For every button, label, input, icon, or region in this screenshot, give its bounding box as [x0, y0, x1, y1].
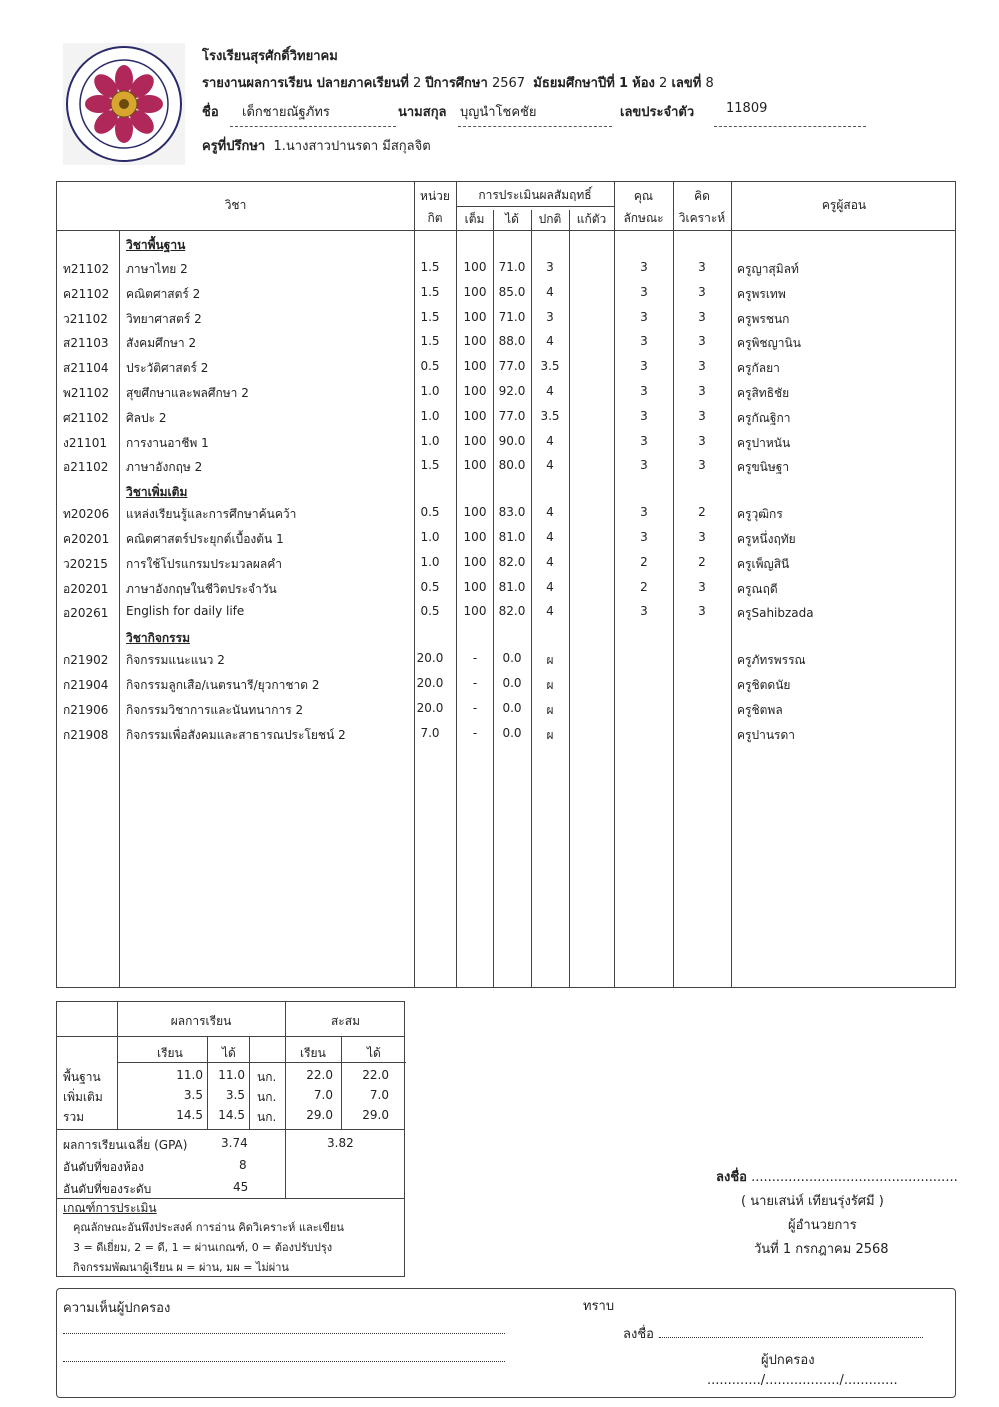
number-label: เลขที่	[671, 76, 702, 91]
summary-cum-study: 22.0	[306, 1068, 333, 1082]
student-id-field	[714, 101, 866, 127]
earned-score: 90.0	[498, 433, 526, 448]
header-remedial: แก้ตัว	[576, 212, 607, 226]
table-row	[57, 330, 957, 354]
year-label: ปีการศึกษา	[425, 76, 488, 91]
subject-name: การงานอาชีพ 1	[126, 435, 209, 450]
cumulative-header: สะสม	[330, 1014, 360, 1028]
full-score: 100	[463, 604, 487, 619]
teacher-name: ครูกัลยา	[737, 361, 780, 376]
parent-sign-label: ลงชื่อ	[623, 1327, 654, 1342]
section-title	[57, 232, 957, 256]
thinking-score: 3	[698, 433, 706, 448]
director-name: ( นายเสน่ห์ เทียนรุ่งรัศมี )	[741, 1194, 884, 1209]
gpa-label: ผลการเรียนเฉลี่ย (GPA)	[63, 1138, 188, 1152]
subject-code: ว21102	[63, 311, 108, 326]
header-thinking	[673, 189, 731, 225]
advisor-value: 1.นางสาวปานรดา มีสกุลจิต	[273, 139, 431, 154]
subject-code: พ21102	[63, 386, 110, 400]
subject-name: ภาษาอังกฤษ 2	[126, 460, 203, 475]
teacher-name: ครูSahibzada	[737, 606, 814, 621]
thinking-score: 2	[698, 505, 706, 520]
teacher-name: ครูกัณฐิกา	[737, 410, 791, 425]
advisor-label: ครูที่ปรึกษา	[202, 139, 266, 154]
acknowledged-label: ทราบ	[583, 1299, 615, 1314]
header-character-line1: คุณ	[633, 189, 654, 203]
full-score: -	[472, 725, 478, 740]
subject-name: กิจกรรมแนะแนว 2	[126, 653, 225, 668]
summary-study: 3.5	[183, 1088, 203, 1102]
full-score: 100	[463, 359, 487, 374]
summary-study: 14.5	[176, 1108, 203, 1122]
earned-header: ได้	[222, 1046, 236, 1060]
summary-cum-earned: 22.0	[362, 1068, 389, 1082]
student-id-label: เลขประจำตัว	[620, 105, 695, 120]
thinking-score: 3	[698, 458, 706, 473]
credit-value: 0.5	[420, 579, 440, 594]
summary-row-label: รวม	[63, 1110, 85, 1124]
grade-value: 4	[546, 284, 554, 299]
credit-value: 1.5	[420, 284, 440, 299]
earned-score: 77.0	[498, 359, 526, 374]
cum-study-header: เรียน	[300, 1046, 326, 1060]
full-score: 100	[463, 458, 487, 473]
table-row	[57, 600, 957, 624]
year-value: 2567	[491, 76, 526, 91]
grade-value: 4	[546, 530, 554, 544]
earned-score: 88.0	[498, 334, 526, 349]
table-row	[57, 306, 957, 330]
advisor-row	[202, 135, 431, 156]
grade-value: 1	[618, 76, 628, 91]
subject-code: อ20201	[63, 581, 109, 596]
earned-score: 71.0	[498, 309, 526, 324]
teacher-name: ครูชิตพล	[737, 702, 783, 717]
subject-name: ประวัติศาสตร์ 2	[126, 361, 209, 376]
summary-unit: นก.	[257, 1070, 277, 1084]
subject-code: ท20206	[63, 507, 110, 522]
character-score: 3	[640, 334, 648, 349]
subject-code: ว20215	[63, 556, 108, 571]
subject-name: ภาษาไทย 2	[126, 262, 188, 276]
character-score: 2	[640, 554, 648, 569]
subject-code: ศ21102	[63, 410, 109, 425]
thinking-score: 3	[698, 384, 706, 398]
earned-score: 82.0	[498, 554, 526, 569]
semester-value: 2	[412, 76, 422, 91]
credit-value: 1.0	[420, 384, 440, 398]
subject-code: ง21101	[63, 435, 108, 450]
header-thinking-line2: วิเคราะห์	[678, 211, 726, 225]
subject-name: สังคมศึกษา 2	[126, 336, 197, 351]
grade-value: 4	[546, 579, 554, 594]
header-thinking-line1: คิด	[694, 189, 710, 203]
subject-code: ค20201	[63, 532, 110, 546]
subject-name: คณิตศาสตร์ 2	[126, 286, 201, 301]
parent-date-blank: ............./................../.............	[707, 1373, 898, 1388]
character-score: 3	[640, 359, 648, 374]
student-id-value: 11809	[726, 101, 768, 116]
parent-comment-box	[56, 1288, 956, 1398]
grade-value: ผ	[546, 702, 554, 717]
grade-label: มัธยมศึกษาปีที่	[533, 76, 615, 91]
character-score: 3	[640, 433, 648, 448]
full-score: 100	[463, 408, 487, 423]
grades-table	[56, 181, 956, 988]
character-score: 3	[640, 384, 648, 398]
name-value: เด็กชายณัฐภัทร	[242, 105, 330, 120]
full-score: -	[472, 676, 478, 690]
table-row	[57, 722, 957, 746]
full-score: 100	[463, 530, 487, 544]
table-row	[57, 380, 957, 404]
character-score: 3	[640, 284, 648, 299]
grade-value: 4	[546, 505, 554, 520]
report-title	[202, 72, 714, 93]
criteria-line-1: คุณลักษณะอันพึงประสงค์ การอ่าน คิดวิเคราะห์ และเขียน	[73, 1221, 344, 1234]
summary-cum-earned: 7.0	[369, 1088, 389, 1102]
grade-value: 3.5	[540, 408, 560, 423]
director-sign-row	[716, 1166, 958, 1187]
credit-value: 1.0	[420, 554, 440, 569]
credit-value: 20.0	[416, 700, 444, 715]
criteria-line-3: กิจกรรมพัฒนาผู้เรียน ผ = ผ่าน, มผ = ไม่ผ่าน	[73, 1261, 289, 1274]
full-score: 100	[463, 554, 487, 569]
earned-score: 83.0	[498, 505, 526, 520]
subject-code: อ21102	[63, 460, 109, 475]
criteria-title: เกณฑ์การประเมิน	[63, 1201, 157, 1215]
teacher-name: ครูหนึ่งฤทัย	[737, 532, 796, 546]
subject-code: ก21902	[63, 653, 109, 668]
credit-value: 7.0	[420, 725, 440, 740]
signature-date	[754, 1238, 889, 1259]
credit-value: 20.0	[416, 676, 444, 690]
section-title	[57, 625, 957, 649]
full-score: 100	[463, 309, 487, 324]
header-got: ได้	[505, 212, 519, 226]
grade-value: 3.5	[540, 359, 560, 374]
header-credit	[414, 189, 456, 225]
earned-score: 80.0	[498, 458, 526, 473]
subject-code: ก21908	[63, 727, 109, 742]
earned-score: 71.0	[498, 260, 526, 274]
summary-earned: 3.5	[225, 1088, 245, 1102]
header-credit-line1: หน่วย	[420, 189, 450, 203]
room-value: 2	[659, 76, 668, 91]
teacher-name: ครูณฤดี	[737, 581, 778, 596]
credit-value: 0.5	[420, 359, 440, 374]
character-score: 2	[640, 579, 648, 594]
credit-value: 1.5	[420, 458, 440, 473]
summary-cum-study: 7.0	[313, 1088, 333, 1102]
character-score: 3	[640, 309, 648, 324]
section-title	[57, 479, 957, 503]
credit-value: 1.5	[420, 260, 440, 274]
table-row	[57, 501, 957, 525]
cum-earned-header: ได้	[367, 1046, 381, 1060]
summary-box	[56, 1001, 405, 1277]
header-assessment: การประเมินผลสัมฤทธิ์	[478, 188, 592, 202]
teacher-name: ครูวุฒิกร	[737, 507, 783, 522]
subject-name: วิทยาศาสตร์ 2	[126, 311, 202, 326]
teacher-name: ครูญาสุมิลท์	[737, 262, 799, 276]
full-score: 100	[463, 384, 487, 398]
header-subject: วิชา	[224, 198, 247, 212]
thinking-score: 3	[698, 260, 706, 274]
character-score: 3	[640, 260, 648, 274]
teacher-name: ครูปานรดา	[737, 727, 796, 742]
character-score: 3	[640, 604, 648, 619]
summary-unit: นก.	[257, 1110, 277, 1124]
table-row	[57, 430, 957, 454]
level-rank-label: อันดับที่ของระดับ	[63, 1182, 152, 1196]
summary-unit: นก.	[257, 1090, 277, 1104]
earned-score: 85.0	[498, 284, 526, 299]
summary-earned: 14.5	[218, 1108, 245, 1122]
table-row	[57, 551, 957, 575]
subject-name: กิจกรรมเพื่อสังคมและสาธารณประโยชน์ 2	[126, 727, 346, 742]
summary-row-label: เพิ่มเติม	[63, 1090, 103, 1104]
parent-comment-label: ความเห็นผู้ปกครอง	[63, 1301, 171, 1316]
credit-value: 1.5	[420, 309, 440, 324]
subject-code: ท21102	[63, 262, 110, 276]
header-credit-line2: กิต	[427, 211, 443, 225]
thinking-score: 3	[698, 284, 706, 299]
summary-cum-study: 29.0	[306, 1108, 333, 1122]
earned-score: 0.0	[502, 725, 522, 740]
school-logo	[63, 43, 185, 165]
full-score: 100	[463, 433, 487, 448]
class-rank-label: อันดับที่ของห้อง	[63, 1160, 144, 1174]
subject-name: คณิตศาสตร์ประยุกต์เบื้องต้น 1	[126, 532, 284, 546]
comment-line-1[interactable]	[63, 1333, 505, 1334]
teacher-name: ครูชิตดนัย	[737, 678, 791, 692]
subject-name: ศิลปะ 2	[126, 410, 167, 425]
table-row	[57, 405, 957, 429]
parent-sign-line[interactable]	[659, 1337, 923, 1338]
section-title-text: วิชาพื้นฐาน	[126, 238, 186, 252]
earned-score: 77.0	[498, 408, 526, 423]
table-row	[57, 526, 957, 550]
thinking-score: 3	[698, 359, 706, 374]
earned-score: 92.0	[498, 384, 526, 398]
teacher-name: ครูสิทธิชัย	[737, 386, 790, 400]
thinking-score: 2	[698, 554, 706, 569]
header-teacher: ครูผู้สอน	[821, 198, 867, 212]
subject-name: แหล่งเรียนรู้และการศึกษาค้นคว้า	[126, 507, 297, 522]
full-score: 100	[463, 505, 487, 520]
header-full: เต็ม	[464, 212, 485, 226]
header-character-line2: ลักษณะ	[623, 211, 664, 225]
thinking-score: 3	[698, 408, 706, 423]
full-score: 100	[463, 260, 487, 274]
school-name: โรงเรียนสุรศักดิ์วิทยาคม	[202, 49, 338, 64]
header-character	[614, 189, 673, 225]
thinking-score: 3	[698, 604, 706, 619]
parent-role: ผู้ปกครอง	[761, 1353, 815, 1368]
earned-score: 0.0	[502, 700, 522, 715]
grade-value: 4	[546, 384, 554, 398]
table-row	[57, 647, 957, 671]
summary-study: 11.0	[176, 1068, 203, 1082]
results-header: ผลการเรียน	[170, 1014, 232, 1028]
summary-earned: 11.0	[218, 1068, 245, 1082]
table-row	[57, 355, 957, 379]
study-header: เรียน	[157, 1046, 183, 1060]
report-title-label: รายงานผลการเรียน ปลายภาคเรียนที่	[202, 76, 409, 91]
criteria-line-2: 3 = ดีเยี่ยม, 2 = ดี, 1 = ผ่านเกณฑ์, 0 = ต้องปรับปรุง	[73, 1241, 333, 1254]
subject-code: ค21102	[63, 286, 110, 301]
director-position: ผู้อำนวยการ	[788, 1218, 857, 1233]
date-value: 1 กรกฎาคม 2568	[782, 1242, 889, 1257]
credit-value: 20.0	[416, 651, 444, 666]
grade-value: 3	[546, 309, 554, 324]
grade-value: 3	[546, 260, 554, 274]
character-score: 3	[640, 505, 648, 520]
subject-name: สุขศึกษาและพลศึกษา 2	[126, 386, 249, 400]
surname-field	[458, 101, 612, 127]
date-label: วันที่	[754, 1242, 779, 1257]
character-score: 3	[640, 458, 648, 473]
subject-code: อ20261	[63, 606, 109, 621]
teacher-name: ครูขนิษฐา	[737, 460, 790, 475]
header-normal: ปกติ	[538, 212, 562, 226]
thinking-score: 3	[698, 579, 706, 594]
credit-value: 1.0	[420, 433, 440, 448]
subject-name: กิจกรรมลูกเสือ/เนตรนารี/ยุวกาชาด 2	[126, 678, 320, 692]
earned-score: 82.0	[498, 604, 526, 619]
credit-value: 1.0	[420, 408, 440, 423]
teacher-name: ครูพรเทพ	[737, 286, 786, 301]
grade-value: ผ	[546, 727, 554, 742]
section-title-text: วิชากิจกรรม	[126, 631, 190, 646]
credit-value: 1.0	[420, 530, 440, 544]
subject-name: English for daily life	[126, 604, 245, 619]
thinking-score: 3	[698, 334, 706, 349]
grade-value: 4	[546, 604, 554, 619]
surname-label: นามสกุล	[398, 105, 447, 120]
table-row	[57, 256, 957, 280]
table-row	[57, 454, 957, 478]
grade-value: ผ	[546, 653, 554, 668]
earned-score: 0.0	[502, 651, 522, 666]
section-title-text: วิชาเพิ่มเติม	[126, 485, 188, 500]
thinking-score: 3	[698, 309, 706, 324]
earned-score: 81.0	[498, 530, 526, 544]
class-rank-value: 8	[239, 1158, 247, 1172]
surname-value: บุญนำโชคชัย	[460, 105, 537, 120]
credit-value: 1.5	[420, 334, 440, 349]
character-score: 3	[640, 530, 648, 544]
full-score: -	[472, 700, 478, 715]
thinking-score: 3	[698, 530, 706, 544]
grade-value: 4	[546, 458, 554, 473]
level-rank-value: 45	[233, 1180, 249, 1194]
grade-value: 4	[546, 554, 554, 569]
subject-name: การใช้โปรแกรมประมวลผลคำ	[126, 556, 282, 571]
teacher-name: ครูปาหนัน	[737, 435, 791, 450]
teacher-name: ครูพิชญานิน	[737, 336, 801, 351]
grade-value: ผ	[546, 678, 554, 692]
earned-score: 81.0	[498, 579, 526, 594]
table-row	[57, 281, 957, 305]
director-sign-label: ลงชื่อ	[716, 1170, 747, 1185]
summary-row-label: พื้นฐาน	[63, 1070, 101, 1084]
subject-name: ภาษาอังกฤษในชีวิตประจำวัน	[126, 581, 277, 596]
credit-value: 0.5	[420, 604, 440, 619]
table-row	[57, 697, 957, 721]
full-score: 100	[463, 334, 487, 349]
subject-code: ก21906	[63, 702, 109, 717]
name-field	[230, 101, 396, 127]
earned-score: 0.0	[502, 676, 522, 690]
grade-value: 4	[546, 433, 554, 448]
gpa-value: 3.74	[221, 1136, 248, 1150]
full-score: 100	[463, 579, 487, 594]
number-value: 8	[705, 76, 714, 91]
full-score: 100	[463, 284, 487, 299]
room-label: ห้อง	[632, 76, 655, 91]
subject-code: ส21104	[63, 361, 109, 376]
subject-code: ส21103	[63, 336, 109, 351]
full-score: -	[472, 651, 478, 666]
grade-value: 4	[546, 334, 554, 349]
teacher-name: ครูเพ็ญสินี	[737, 556, 790, 571]
cum-gpa-value: 3.82	[327, 1136, 354, 1150]
teacher-name: ครูภัทรพรรณ	[737, 653, 806, 668]
summary-cum-earned: 29.0	[362, 1108, 389, 1122]
subject-code: ก21904	[63, 678, 109, 692]
table-row	[57, 576, 957, 600]
subject-name: กิจกรรมวิชาการและนันทนาการ 2	[126, 702, 304, 717]
table-row	[57, 672, 957, 696]
credit-value: 0.5	[420, 505, 440, 520]
comment-line-2[interactable]	[63, 1361, 505, 1362]
character-score: 3	[640, 408, 648, 423]
director-sign-dots: ..................................................	[751, 1170, 958, 1185]
name-label: ชื่อ	[202, 105, 219, 120]
teacher-name: ครูพรชนก	[737, 311, 790, 326]
